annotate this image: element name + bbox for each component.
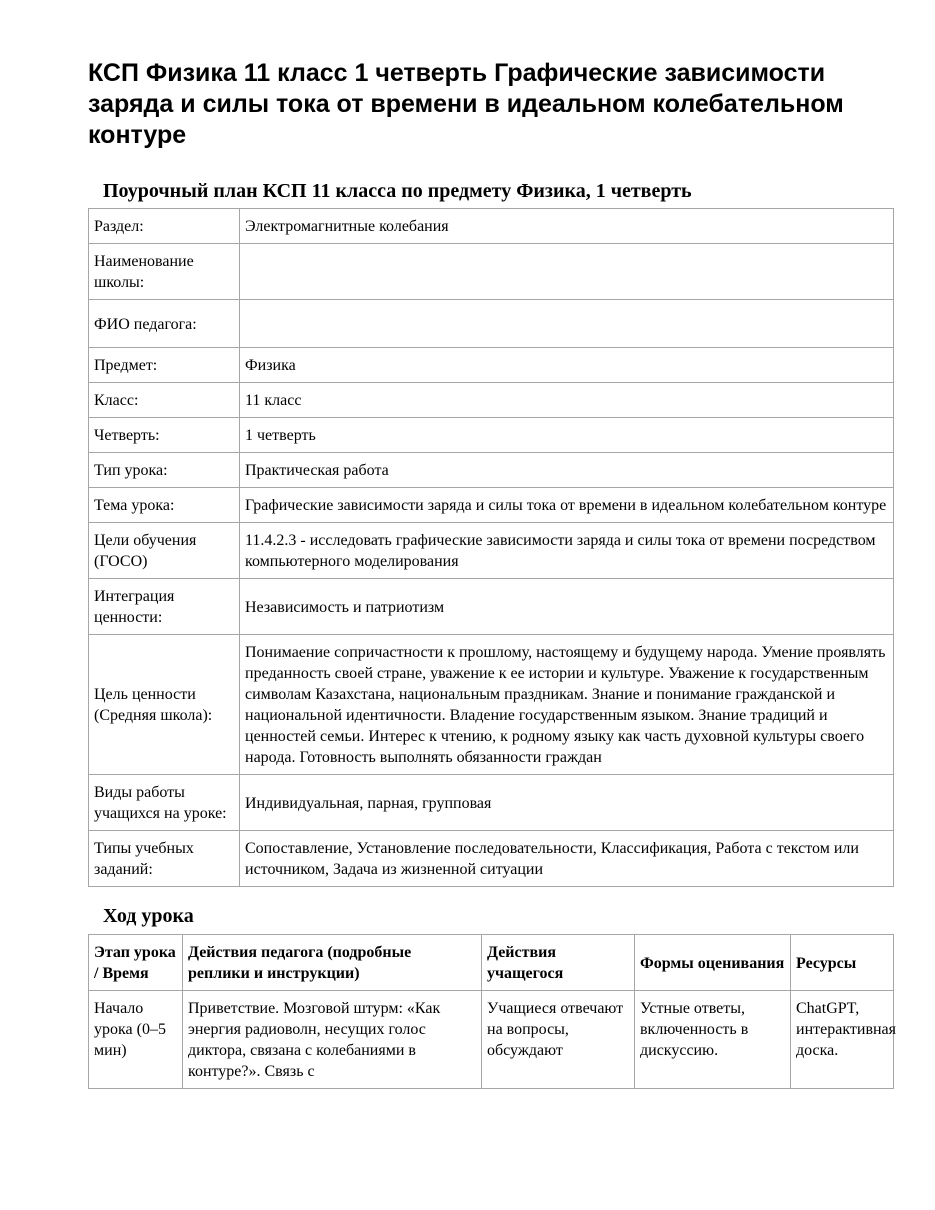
info-value (240, 244, 894, 300)
document-page (88, 58, 897, 1089)
info-value (240, 300, 894, 348)
lesson-course-table (88, 934, 897, 1089)
table-header-row (89, 935, 894, 991)
table-row (89, 579, 894, 635)
info-value: Сопоставление, Установление последовательности, Классификация, Работа с текстом или источником, Задача из жизненной ситуации (240, 831, 894, 887)
info-value: Независимость и патриотизм (240, 579, 894, 635)
table-row (89, 488, 894, 523)
info-label: Интеграция ценности: (89, 579, 240, 635)
info-label: Наименование школы: (89, 244, 240, 300)
info-label: Типы учебных заданий: (89, 831, 240, 887)
info-label: Цель ценности (Средняя школа): (89, 635, 240, 775)
table-row (89, 348, 894, 383)
cell-student: Учащиеся отвечают на вопросы, обсуждают (482, 991, 635, 1089)
table-row (89, 775, 894, 831)
info-label: Виды работы учащихся на уроке: (89, 775, 240, 831)
info-value: Практическая работа (240, 453, 894, 488)
info-value: Графические зависимости заряда и силы тока от времени в идеальном колебательном контуре (240, 488, 894, 523)
info-value: 11.4.2.3 - исследовать графические зависимости заряда и силы тока от времени посредством компьютерного моделирования (240, 523, 894, 579)
info-value: Индивидуальная, парная, групповая (240, 775, 894, 831)
cell-assessment: Устные ответы, включенность в дискуссию. (635, 991, 791, 1089)
column-header-assessment: Формы оценивания (635, 935, 791, 991)
info-label: ФИО педагога: (89, 300, 240, 348)
table-row (89, 831, 894, 887)
cell-resources: ChatGPT, интерактивная доска. (791, 991, 894, 1089)
lesson-info-table (88, 208, 894, 887)
info-label: Тип урока: (89, 453, 240, 488)
info-value: 1 четверть (240, 418, 894, 453)
info-value: Понимаение сопричастности к прошлому, настоящему и будущему народа. Умение проявлять преданность своей стране, уважение к ее истории и культуре. Уважение к государственным символам Казахстана, национальным праздникам. Знание и понимание гражданской и национальной идентичности. Владение государственным языком. Знание традиций и ценностей семьи. Интерес к чтению, к родному языку как часть духовной культуры своего народа. Готовность выполнять обязанности граждан (240, 635, 894, 775)
table-row (89, 244, 894, 300)
column-header-teacher: Действия педагога (подробные реплики и инструкции) (183, 935, 482, 991)
table-row (89, 300, 894, 348)
cell-teacher: Приветствие. Мозговой штурм: «Как энергия радиоволн, несущих голос диктора, связана с колебаниями в контуре?». Связь с (183, 991, 482, 1089)
info-value: Электромагнитные колебания (240, 209, 894, 244)
table-row (89, 523, 894, 579)
info-value: Физика (240, 348, 894, 383)
table-row (89, 209, 894, 244)
plan-heading: Поурочный план КСП 11 класса по предмету Физика, 1 четверть (103, 180, 692, 202)
column-header-stage: Этап урока / Время (89, 935, 183, 991)
info-label: Предмет: (89, 348, 240, 383)
column-header-resources: Ресурсы (791, 935, 894, 991)
table-row (89, 453, 894, 488)
info-label: Четверть: (89, 418, 240, 453)
info-label: Класс: (89, 383, 240, 418)
table-row (89, 383, 894, 418)
table-row (89, 991, 894, 1089)
course-heading: Ход урока (103, 905, 194, 927)
table-row (89, 418, 894, 453)
info-label: Цели обучения (ГОСО) (89, 523, 240, 579)
info-value: 11 класс (240, 383, 894, 418)
table-row (89, 635, 894, 775)
cell-stage: Начало урока (0–5 мин) (89, 991, 183, 1089)
info-label: Раздел: (89, 209, 240, 244)
document-title: КСП Физика 11 класс 1 четверть Графические зависимости заряда и силы тока от времени в идеальном колебательном контуре (88, 59, 844, 149)
column-header-student: Действия учащегося (482, 935, 635, 991)
info-label: Тема урока: (89, 488, 240, 523)
